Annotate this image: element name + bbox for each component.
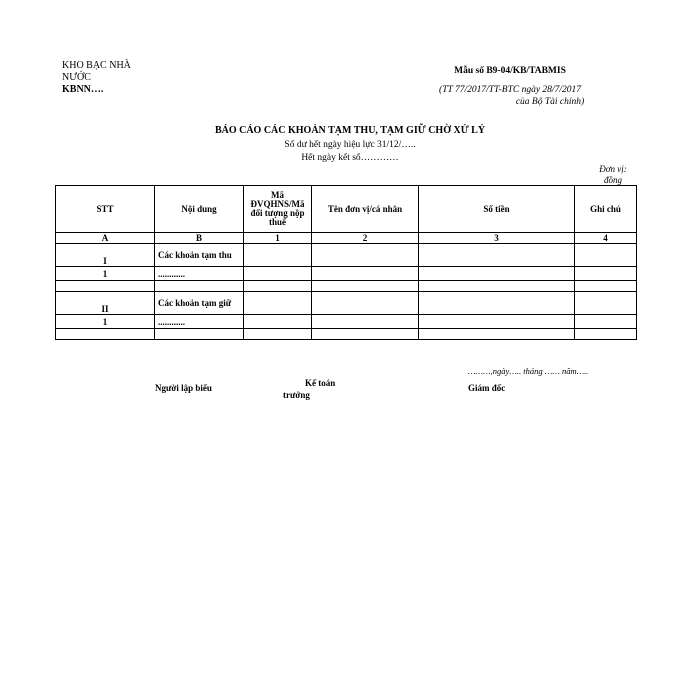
unit-label: Đơn vị: [599, 164, 627, 174]
row-cell [312, 244, 419, 267]
org-name-line2: NƯỚC [62, 72, 91, 83]
header-name: Tên đơn vị/cá nhân [312, 186, 419, 233]
table-header-row [56, 186, 637, 233]
header-content: Nội dung [155, 186, 244, 233]
code-cell: A [56, 233, 155, 244]
report-subtitle-closing: Hết ngày kết số………… [301, 153, 399, 163]
row-cell [312, 267, 419, 281]
code-cell: 3 [419, 233, 575, 244]
report-subtitle-balance: Số dư hết ngày hiệu lực 31/12/….. [284, 140, 416, 150]
code-cell: 4 [575, 233, 637, 244]
currency-unit [588, 164, 638, 186]
row-cell [575, 292, 637, 315]
row-content: Các khoản tạm giữ [155, 292, 244, 315]
table-row [56, 244, 637, 267]
column-code-row [56, 233, 637, 244]
row-cell [419, 329, 575, 340]
code-cell: B [155, 233, 244, 244]
header-stt: STT [56, 186, 155, 233]
row-cell [312, 292, 419, 315]
header-amount: Số tiền [419, 186, 575, 233]
row-cell [575, 329, 637, 340]
row-cell [419, 315, 575, 329]
row-stt: 1 [56, 267, 155, 281]
row-stt [56, 329, 155, 340]
row-content [155, 281, 244, 292]
date-line: ………,ngày….. tháng …… năm….. [468, 366, 589, 376]
row-cell [419, 244, 575, 267]
row-stt: I [56, 244, 155, 267]
row-cell [244, 292, 312, 315]
org-name-line1: KHO BẠC NHÀ [62, 60, 131, 71]
signature-chief-accountant [283, 377, 335, 401]
row-cell [575, 281, 637, 292]
header-note: Ghi chú [575, 186, 637, 233]
row-content: ............ [155, 267, 244, 281]
row-cell [244, 267, 312, 281]
row-cell [575, 315, 637, 329]
row-cell [575, 267, 637, 281]
row-cell [244, 244, 312, 267]
form-number: Mẫu số B9-04/KB/TABMIS [454, 66, 566, 76]
row-content: ............ [155, 315, 244, 329]
row-cell [244, 281, 312, 292]
row-cell [575, 244, 637, 267]
code-cell: 2 [312, 233, 419, 244]
row-cell [419, 267, 575, 281]
header-code: Mã ĐVQHNS/Mã đối tượng nộp thuế [244, 186, 312, 233]
circular-line2: của Bộ Tài chính) [515, 97, 585, 107]
chief-accountant-line2: trưởng [283, 390, 310, 400]
treasury-block [62, 60, 142, 96]
row-stt: II [56, 292, 155, 315]
row-stt: 1 [56, 315, 155, 329]
circular-reference [400, 84, 620, 108]
row-cell [312, 329, 419, 340]
org-code: KBNN…. [62, 84, 104, 95]
signature-preparer: Người lập biểu [155, 383, 212, 393]
report-table [55, 185, 637, 340]
table-row [56, 315, 637, 329]
chief-accountant-line1: Kế toán [305, 378, 336, 388]
row-cell [419, 281, 575, 292]
unit-value: đồng [604, 175, 622, 185]
table-row [56, 292, 637, 315]
row-cell [419, 292, 575, 315]
row-cell [312, 281, 419, 292]
table-row [56, 329, 637, 340]
row-cell [244, 329, 312, 340]
row-content [155, 329, 244, 340]
report-title: BÁO CÁO CÁC KHOẢN TẠM THU, TẠM GIỮ CHỜ XỬ LÝ [214, 125, 486, 136]
signature-director: Giám đốc [468, 383, 506, 393]
row-cell [312, 315, 419, 329]
table-row [56, 267, 637, 281]
row-stt [56, 281, 155, 292]
row-content: Các khoản tạm thu [155, 244, 244, 267]
code-cell: 1 [244, 233, 312, 244]
row-cell [244, 315, 312, 329]
circular-line1: (TT 77/2017/TT-BTC ngày 28/7/2017 [439, 85, 581, 95]
table-row [56, 281, 637, 292]
